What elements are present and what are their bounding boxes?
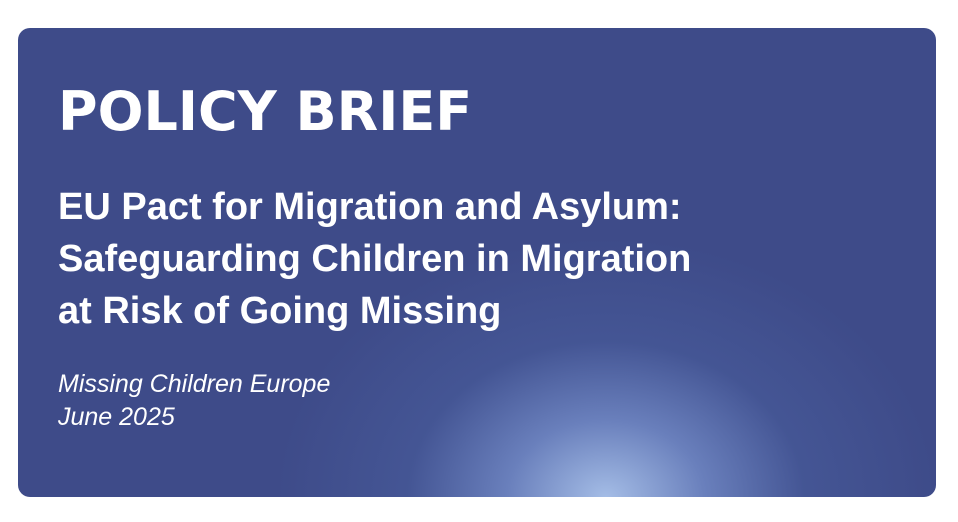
title-line-3: at Risk of Going Missing — [58, 290, 502, 332]
policy-brief-banner — [18, 28, 936, 497]
document-title — [58, 181, 918, 337]
title-line-1: EU Pact for Migration and Asylum: — [58, 186, 682, 228]
document-meta — [58, 368, 330, 434]
document-type-heading: POLICY BRIEF — [58, 80, 473, 143]
publication-date: June 2025 — [58, 403, 175, 431]
title-line-2: Safeguarding Children in Migration — [58, 238, 692, 280]
organization-name: Missing Children Europe — [58, 370, 331, 398]
